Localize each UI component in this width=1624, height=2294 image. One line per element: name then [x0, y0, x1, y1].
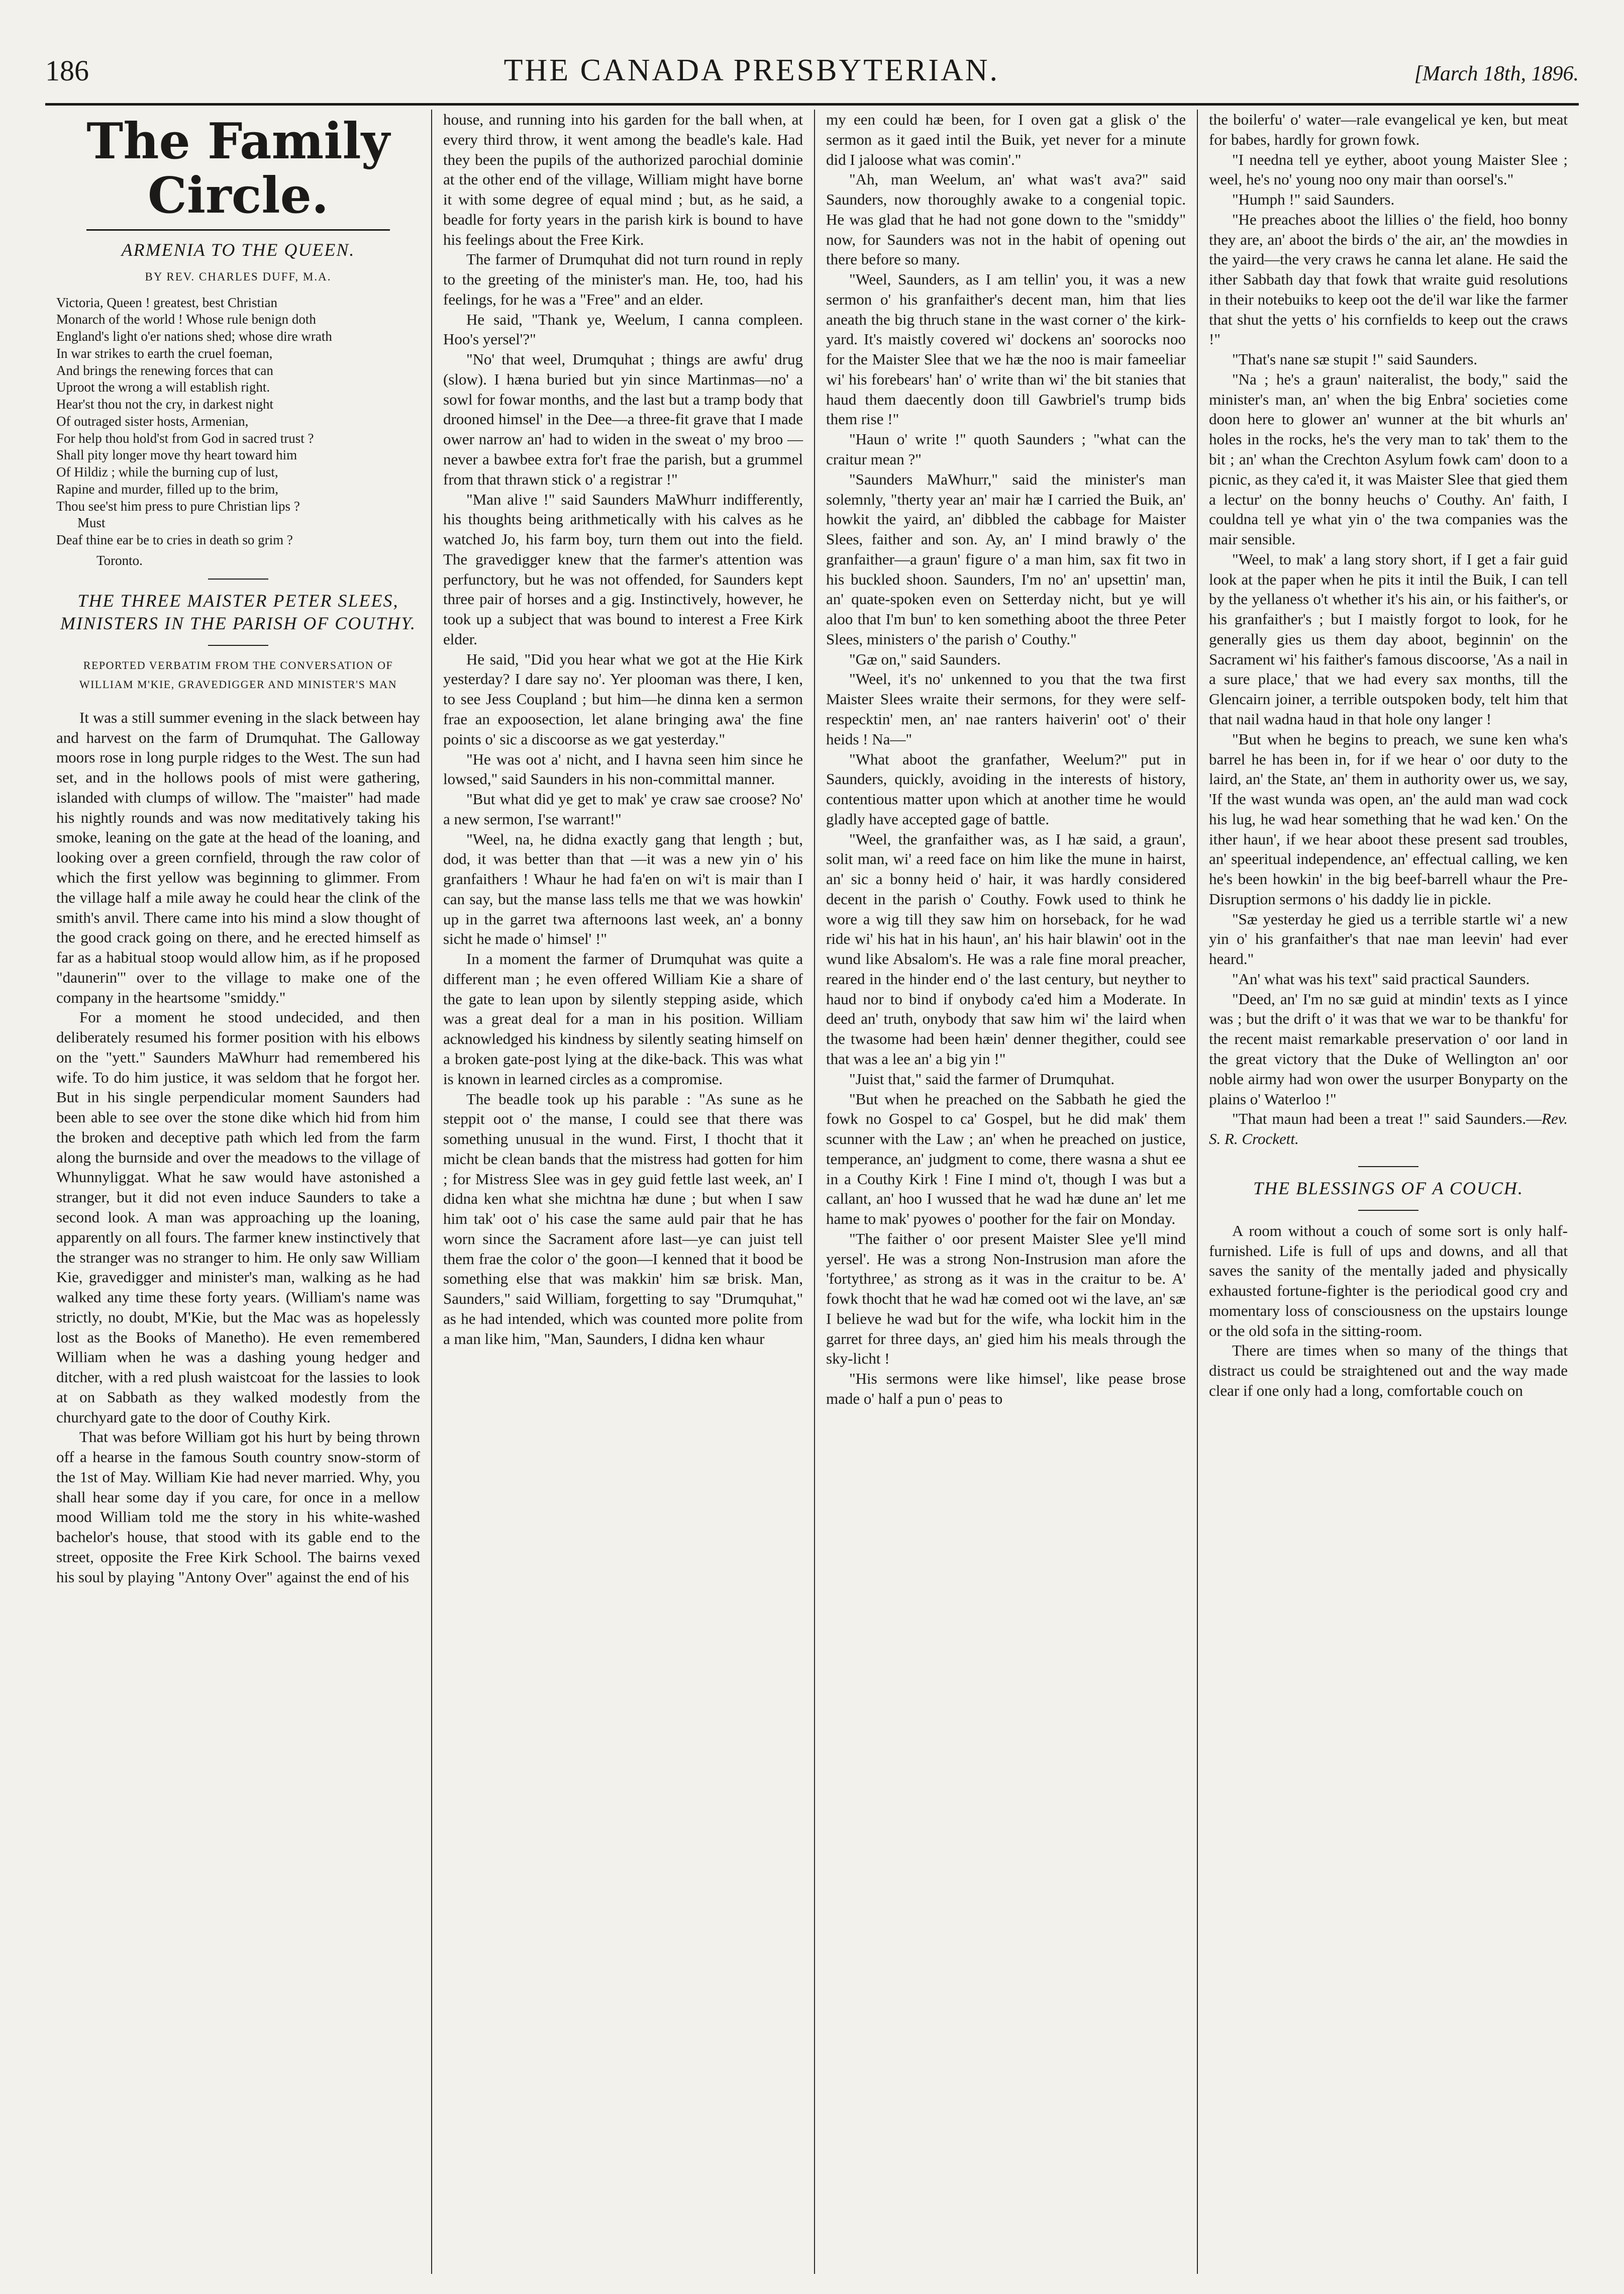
running-head [45, 53, 1579, 93]
paragraph: my een could hæ been, for I oven gat a glisk o' the sermon as it gaed intil the Buik, yet never for a minute did I jaloose what was comin'." [826, 111, 1186, 168]
couch-title: THE BLESSINGS OF A COUCH. [1253, 1178, 1524, 1198]
paragraph: That was before William got his hurt by being thrown off a hearse in the famous South country snow-storm of the 1st of May. William Kie had never married. Why, you shall hear some day if you care, for once in a mellow mood William told me the story in his white-washed bachelor's house, that stood with its gable end to the street, opposite the Free Kirk School. The bairns vexed his soul by playing "Antony Over" against the end of his [56, 1428, 420, 1586]
poem-line: Hear'st thou not the cry, in darkest night [56, 397, 274, 412]
poem-line: Of outraged sister hosts, Armenian, [56, 413, 249, 429]
paragraph: "But when he begins to preach, we sune ken wha's barrel he has been in, for if we hear o' oor duty to the laird, an' the State, an' them in authority ower us, we say, 'If the wast wunda was open, an' the auld man wad cock his lug, he wad hear something that he wad ken.' On the ither haun', if we hear aboot these present sad troubles, an' speeritual independence, an' effectual calling, we ken he's been howkin' in the big beef-barrell whaur the Pre-Disruption sermons o' his daddy lie in pickle. [1209, 730, 1568, 908]
columns [45, 110, 1579, 2274]
paragraph: "He was oot a' nicht, and I havna seen him since he lowsed," said Saunders in his non-committal manner. [443, 750, 803, 788]
paragraph: the boilerfu' o' water—rale evangelical ye ken, but meat for babes, hardly for grown fowk. [1209, 111, 1568, 148]
poem-line: And brings the renewing forces that can [56, 362, 273, 378]
poem-line: Rapine and murder, filled up to the brim, [56, 481, 279, 497]
paragraph: "No' that weel, Drumquhat ; things are awfu' drug (slow). I hæna buried but yin since Martinmas—no' a sowl for fowar months, and the last but a tramp body that drooned himsel' in the Dee—a three-fit grave that I made ower narrow an' had to widen in the sweat o' my broo —never a bawbee extra for't frae the parish, but a grummel from that thrawn stick o' a registrar !" [443, 350, 803, 488]
page-number: 186 [45, 54, 89, 87]
poem-line: Uproot the wrong a will establish right. [56, 379, 270, 395]
poem-line: Deaf thine ear be to cries in death so grim ? [56, 532, 293, 548]
paragraph: There are times when so many of the things that distract us could be straightened out and the way made clear if one only had a long, comfortable couch on [1209, 1342, 1568, 1399]
poem-line: For help thou hold'st from God in sacred trust ? [56, 430, 314, 446]
paragraph: "What aboot the granfather, Weelum?" put in Saunders, quickly, avoiding in the interests of history, contentious matter upon which at another time he would gladly have accepted gage of battle. [826, 750, 1186, 828]
story-body-col4 [1209, 110, 1568, 1149]
paragraph: "That maun had been a treat !" said Saunders.—Rev. S. R. Crockett. [1209, 1110, 1568, 1148]
poem-line: Monarch of the world ! Whose rule benign doth [56, 312, 316, 327]
story-title: THE THREE MAISTER PETER SLEES, MINISTERS IN THE PARISH OF COUTHY. [60, 590, 417, 633]
couch-body [1209, 1221, 1568, 1401]
divider [208, 579, 268, 580]
poem-line: In war strikes to earth the cruel foeman, [56, 345, 273, 361]
paragraph: "Juist that," said the farmer of Drumquhat. [849, 1070, 1115, 1088]
poem-line: Thou see'st him press to pure Christian lips ? [56, 498, 300, 514]
paragraph: A room without a couch of some sort is only half-furnished. Life is full of ups and downs, and all that saves the sanity of the mentally jaded and physically exhausted fortune-fighter is the periodical good cry and momentary loss of consciousness on the upstairs lounge or the old sofa in the sitting-room. [1209, 1221, 1568, 1340]
paragraph: "Saunders MaWhurr," said the minister's man solemnly, "therty year an' mair hæ I carried the Buik, an' howkit the yaird, an' dibbled the cabbage for Maister Slees, faither and son. Ay, an' I mind brawly o' the granfaither—a graun' figure o' a man him, sax fit two in his buckled shoon. Saunders, I'm no' an' upsettin' man, an' quate-spoken even on Setterday nicht, but ye will aloo that I'm bun' to ken something aboot the three Peter Slees, ministers o' the parish o' Couthy." [826, 470, 1186, 648]
divider [1358, 1210, 1418, 1211]
paragraph: For a moment he stood undecided, and then deliberately resumed his former position with his elbows on the "yett." Saunders MaWhurr had remembered his wife. To do him justice, it was seldom that he forgot her. But in his single perpendicular moment Saunders had been able to see over the stone dike which hid from him the broken and deceptive path which led from the farm along the burnside and over the meadows to the village of Whunnyliggat. What he saw would have astonished a stranger, but it did not even induce Saunders to take a second look. A man was approaching up the loaning, apparently on all fours. The farmer knew instinctively that the stranger was no stranger to him. He only saw William Kie, gravedigger and minister's man, walking as he had walked any time these forty years. (William's name was strictly, no doubt, M'Kie, but the Mac was as hopelessly lost as the Books of Manetho). He even remembered William when he was a dashing young hedger and ditcher, with a red plush waistcoat for the lassies to look at on Sabbath as they walked modestly from the churchyard gate to the door of Couthy Kirk. [56, 1008, 420, 1426]
publication-title: THE CANADA PRESBYTERIAN. [503, 53, 999, 87]
paragraph: The beadle took up his parable : "As sune as he steppit oot o' the manse, I could see that there was something unusual in the wund. First, I thocht that it micht be clean bands that the mistress had gotten for him ; for Mistress Slee was in gey guid fettle last week, an' I didna ken what she michtna hæ dune ; but when I saw him tak' oot o' his case the same auld pair that he has worn since the Sacrament afore last—ye can juist tell them frae the color o' the goon—I kenned that it bood be something else that was makkin' him sæ brisk. Man, Saunders," said William, forgetting to say "Drumquhat," as he had intended, which was counted more polite from a man like him, "Man, Saunders, I didna ken whaur [443, 1090, 803, 1348]
paragraph: "Weel, the granfaither was, as I hæ said, a graun', solit man, wi' a reed face on him like the mune in hairst, an' sic a bonny heid o' hair, it was hardly considered decent in the parish o' Couthy. Fowk used to think he wore a wig till they saw him on horseback, for he wad ride wi' his hat in his haun', an' his hair blawin' oot in the wund like Absalom's. He was a rale fine moral preacher, reared in the hinder end o' the last century, but neyther to haud nor to bind if onybody ca'ed him a Moderate. In deed an' truth, onybody that saw him wi' the laird when the twasome had been hæin' denner thegither, could see that was a lee an' a big yin !" [826, 830, 1186, 1068]
poem-line: Shall pity longer move thy heart toward him [56, 447, 297, 463]
paragraph: It was a still summer evening in the slack between hay and harvest on the farm of Drumquhat. The Galloway moors rose in long purple ridges to the West. The sun had set, and in the hollows pools of mist were gathering, islanded with clumps of willow. The "maister" had made his nightly rounds and was now meditatively taking his smoke, leaning on the gate at the head of the loaning, and looking over a green cornfield, through the raw color of which the first yellow was beginning to glimmer. From the village half a mile away he could hear the clink of the smith's anvil. There came into his mind a slow thought of the good crack going on there, and he erected himself as far as a habitual stoop would allow him, as if he proposed "daunerin'" over to the village to make one of the company in the heartsome "smiddy." [56, 708, 420, 1006]
column-4 [1198, 110, 1579, 2274]
paragraph: "Humph !" said Saunders. [1232, 190, 1395, 209]
column-2 [432, 110, 815, 2274]
paragraph: "But when he preached on the Sabbath he gied the fowk no Gospel to ca' Gospel, but he did mak' them scunner with the Law ; an' when he preached on justice, temperance, an' judgment to come, there wasna a shut ee in a Couthy Kirk ! Fine I mind o't, though I was but a callant, an' hoo I wussed that he wad hæ dune an' let me hame to mak' pyowes o' poother for the fair on Monday. [826, 1090, 1186, 1228]
story-body-col1 [56, 708, 420, 1587]
paragraph: The farmer of Drumquhat did not turn round in reply to the greeting of the minister's man. He, too, had his feelings, for he was a "Free" and an elder. [443, 250, 803, 308]
poem-body [56, 295, 420, 549]
paragraph: "His sermons were like himsel', like pease brose made o' half a pun o' peas to [826, 1370, 1186, 1407]
poem-title: ARMENIA TO THE QUEEN. [121, 239, 355, 260]
paragraph: "Ah, man Weelum, an' what was't ava?" said Saunders, now thoroughly awake to a congenial topic. He was glad that he had not gone down to the "smiddy" now, for Saunders was not in the habit of opening out there before so many. [826, 170, 1186, 268]
header-rule [45, 103, 1579, 106]
poem-line: Must [77, 515, 106, 531]
paragraph: In a moment the farmer of Drumquhat was quite a different man ; he even offered William Kie a share of the gate to lean upon by silently stepping aside, which was a great deal for a man in his position. William acknowledged his kindness by silently seating himself on a broken gate-post lying at the dike-back. This was what is known in learned circles as a compromise. [443, 950, 803, 1088]
poem-place: Toronto. [96, 552, 143, 568]
column-1 [45, 110, 432, 2274]
poem-line: Of Hildiz ; while the burning cup of lust, [56, 464, 278, 480]
story-body-col3 [826, 110, 1186, 1409]
paragraph: "Gæ on," said Saunders. [849, 650, 1001, 668]
paragraph: "Deed, an' I'm no sæ guid at mindin' texts as I yince was ; but the drift o' it was that we war to be thankfu' for the recent maist remarkable preservation o' oor land in the great victory that the Duke of Wellington an' oor noble airmy had won ower the usurper Bonyparty on the plains o' Waterloo !" [1209, 990, 1568, 1108]
paragraph: "An' what was his text" said practical Saunders. [1232, 970, 1530, 988]
paragraph: "Weel, na, he didna exactly gang that length ; but, dod, it was better than that —it was a new yin o' his granfaithers ! Whaur he had fa'en on wi't is mair than I can say, but the manse lass tells me that we was howkin' up in the garret twa afternoons last week, an' a bonny sicht he made o' himsel' !" [443, 830, 803, 948]
divider [86, 229, 390, 231]
section-title: The Family Circle. [86, 113, 390, 225]
paragraph: "Haun o' write !" quoth Saunders ; "what can the craitur mean ?" [826, 430, 1186, 468]
poem-line: Victoria, Queen ! greatest, best Christian [56, 295, 277, 310]
poem-line: England's light o'er nations shed; whose dire wrath [56, 329, 332, 344]
paragraph: "Na ; he's a graun' naiteralist, the body," said the minister's man, an' when the big Enbra' societies come doon here to glower an' wunner at the bit whurls an' holes in the rocks, he's the very man to tak' them to the bit ; an' whan the Crechton Asylum fowk cam' doon to a picnic, as they ca'ed it, it was Maister Slee that gied them a lectur' on the bonny heuchs o' Couthy. An' faith, I couldna tell ye what yin o' the twa companies was the mair sensible. [1209, 370, 1568, 548]
paragraph: He said, "Did you hear what we got at the Hie Kirk yesterday? I dare say no'. Yer plooman was there, I ken, to see Jess Coupland ; but him—he dinna ken a sermon frae an expoosection, let alane bringing awa' the fine points o' sic a discoorse as we gat yesterday." [443, 650, 803, 748]
paragraph: "The faither o' oor present Maister Slee ye'll mind yersel'. He was a strong Non-Instrusion man afore the 'fortythree,' as strong as it was in the craitur to be. A' fowk thocht that he wad hæ comed oot wi the lave, an' sæ I believe he wad but for the wife, wha lockit him in the garret for three days, an' gied him his meals through the sky-licht ! [826, 1229, 1186, 1368]
divider [208, 645, 268, 646]
divider [1358, 1166, 1418, 1167]
column-3 [815, 110, 1198, 2274]
paragraph: "That's nane sæ stupit !" said Saunders. [1232, 350, 1478, 368]
issue-date: [March 18th, 1896. [1414, 62, 1579, 85]
story-body-col2 [443, 110, 803, 1349]
paragraph: "Weel, Saunders, as I am tellin' you, it was a new sermon o' his granfaither's decent man, him that lies aneath the big thruch stane in the wast corner o' the kirk-yard. It's maistly covered wi' dockens an' soorocks noo for the Maister Slee that we hæ the noo is mair fameeliar wi' his forebears' han' o' write than wi' the bit stanies that haud them daecently doon till Gawbriel's trump bids them rise !" [826, 270, 1186, 428]
paragraph: "I needna tell ye eyther, aboot young Maister Slee ; weel, he's no' young noo ony mair than oorsel's." [1209, 150, 1568, 188]
paragraph: "Sæ yesterday he gied us a terrible startle wi' a new yin o' his granfaither's that nae man leevin' had ever heard." [1209, 910, 1568, 968]
paragraph: "Weel, it's no' unkenned to you that the twa first Maister Slees wraite their sermons, for they were self-respecktin' men, an' nae ranters haiverin' oot' o' their heids ! Na—" [826, 670, 1186, 748]
paragraph: "But what did ye get to mak' ye craw sae croose? No' a new sermon, I'se warrant!" [443, 790, 803, 828]
poem-byline: BY REV. CHARLES DUFF, M.A. [145, 270, 332, 283]
paragraph: He said, "Thank ye, Weelum, I canna compleen. Hoo's yersel'?" [443, 310, 803, 348]
paragraph: "Man alive !" said Saunders MaWhurr indifferently, his thoughts being arithmetically with his calves as he watched Jo, his farm boy, turn them out into the field. The gravedigger knew that the farmer's attention was perfunctory, but he was not offended, for Saunders kept three pair of horses and a gig. Instinctively, however, he took up a subject that was bound to interest a Free Kirk elder. [443, 490, 803, 648]
paragraph: house, and running into his garden for the ball when, at every third throw, it went among the beadle's kale. Had they been the pupils of the authorized parochial dominie at the other end of the village, William might have borne it with some degree of equal mind ; but, as he said, a beadle for forty years in the parish kirk is bound to have his feelings about the Free Kirk. [443, 111, 803, 248]
story-credit: Rev. S. R. Crockett. [1209, 1110, 1568, 1148]
story-subtitle: REPORTED VERBATIM FROM THE CONVERSATION OF WILLIAM M'KIE, GRAVEDIGGER AND MINISTER'S MAN [79, 658, 397, 691]
paragraph: "He preaches aboot the lillies o' the field, hoo bonny they are, an' aboot the birds o' the air, an' the mowdies in the yaird—the very craws he canna let alane. He said the ither Sabbath day that fowk that wraite guid resolutions in their notebuiks to keep oot the de'il war like the farmer that shut the yetts o' his cornfields to keep out the craws !" [1209, 210, 1568, 348]
paragraph: "Weel, to mak' a lang story short, if I get a fair guid look at the paper when he pits it intil the Buik, I can tell by the yellaness o't whether it's his ain, or his faither's, or his granfaither's ; but I maistly forgot to look, for he generally gies us them day aboot, beginnin' on the Sacrament wi' his faither's famous discoorse, 'As a nail in a sure place,' that we had every sax months, till the Glencairn joiner, a terrible outspoken body, telt him that that nail wadna haud in that hole ony langer ! [1209, 550, 1568, 728]
